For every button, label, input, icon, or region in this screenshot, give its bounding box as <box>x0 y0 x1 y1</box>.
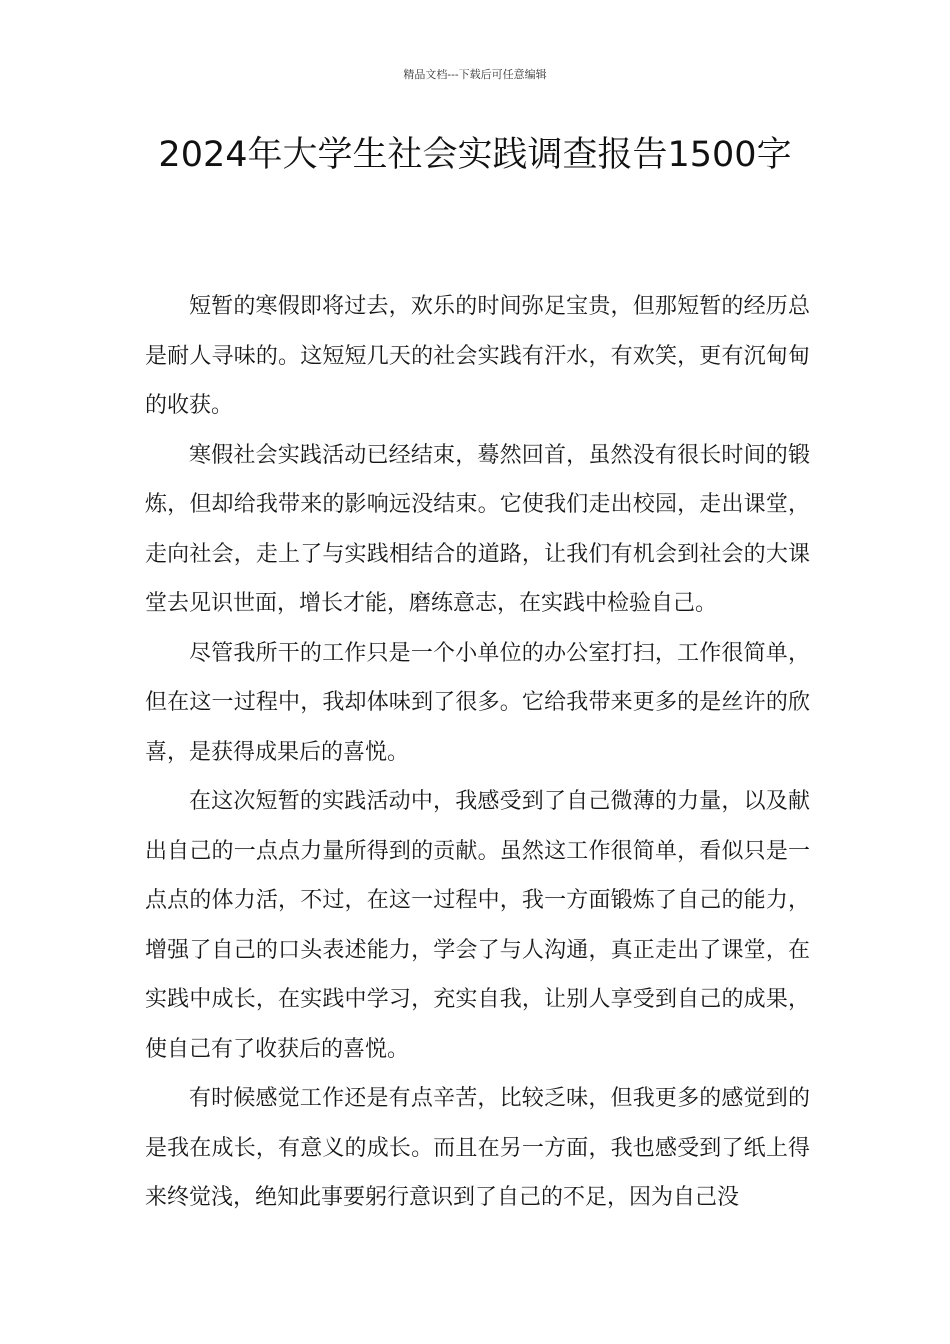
paragraph: 短暂的寒假即将过去，欢乐的时间弥足宝贵，但那短暂的经历总是耐人寻味的。这短短几天的社会实践有汗水，有欢笑，更有沉甸甸的收获。 <box>145 294 810 418</box>
document-title: 2024年大学生社会实践调查报告1500字 <box>158 135 792 175</box>
paragraph: 有时候感觉工作还是有点辛苦，比较乏味，但我更多的感觉到的是我在成长，有意义的成长。而且在另一方面，我也感受到了纸上得来终觉浅，绝知此事要躬行意识到了自己的不足，因为自己没 <box>145 1086 810 1210</box>
paragraph: 在这次短暂的实践活动中，我感受到了自己微薄的力量，以及献出自己的一点点力量所得到的贡献。虽然这工作很简单，看似只是一点点的体力活，不过，在这一过程中，我一方面锻炼了自己的能力，增强了自己的口头表述能力，学会了与人沟通，真正走出了课堂，在实践中成长，在实践中学习，充实自我，让别人享受到自己的成果，使自己有了收获后的喜悦。 <box>145 789 810 1062</box>
header-note: 精品文档---下载后可任意编辑 <box>403 68 547 81</box>
document-body <box>145 282 810 1223</box>
paragraph: 尽管我所干的工作只是一个小单位的办公室打扫，工作很简单，但在这一过程中，我却体味到了很多。它给我带来更多的是丝许的欣喜，是获得成果后的喜悦。 <box>145 640 810 765</box>
paragraph: 寒假社会实践活动已经结束，蓦然回首，虽然没有很长时间的锻炼，但却给我带来的影响远没结束。它使我们走出校园，走出课堂，走向社会，走上了与实践相结合的道路，让我们有机会到社会的大课堂去见识世面，增长才能，磨练意志，在实践中检验自己。 <box>145 442 810 616</box>
